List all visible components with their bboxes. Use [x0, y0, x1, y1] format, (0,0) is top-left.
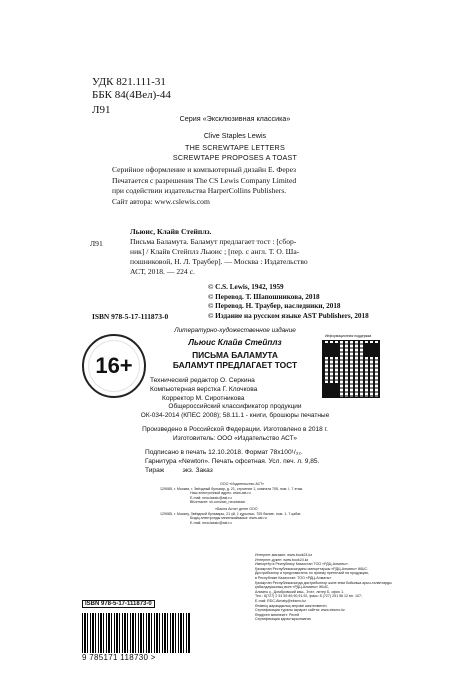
fineprint-line: E-mail: RDC-Almaty@eksmo.kz: [255, 598, 306, 603]
catalog-line: ник] / Клайв Стейплз Льюис ; [пер. с англ. Т. О. Ша-: [130, 247, 300, 256]
permission-line-1: Печатается с разрешения The CS Lewis Company Limited: [112, 176, 297, 185]
fineprint-line: Интернет-дүкен: www.book24.kz: [255, 557, 309, 562]
catalog-line: пошниковой, Н. Л. Траубер]. — Москва : Издательство: [130, 257, 308, 266]
isbn-main: ISBN 978-5-17-111873-0: [92, 312, 169, 321]
distributor-fineprint: [255, 553, 392, 622]
original-title-2: SCREWTAPE PROPOSES A TOAST: [172, 153, 298, 162]
fineprint-line: Сертификация туралы ақпарат сайтта: www.eksmo.kz: [255, 608, 345, 613]
age-rating: 16+: [95, 353, 133, 378]
fineprint-line: Өндірген мемлекет: Ресей: [255, 612, 300, 617]
classifier-line-2: ОК-034-2014 (КПЕС 2008); 58.11.1 - книги, брошюры печатные: [140, 411, 330, 419]
barcode-bars: [82, 613, 190, 653]
publisher-fineprint: [160, 482, 350, 525]
isbn-box-label: ISBN 978-5-17-111873-0: [82, 600, 155, 608]
udk-code: УДК 821.111-31: [92, 76, 166, 88]
catalog-line: АСТ, 2018. — 224 с.: [130, 267, 195, 276]
edition-type: Литературно-художественное издание: [174, 327, 296, 334]
fineprint-line: Дистрибьютор и представитель по приему претензий на продукцию,: [255, 571, 370, 576]
book-title-2: БАЛАМУТ ПРЕДЛАГАЕТ ТОСТ: [172, 360, 298, 370]
qr-code: [322, 340, 380, 398]
copyright-line: © Издание на русском языке AST Publishers, 2018: [208, 311, 369, 320]
run-line: Тираж экз. Заказ: [145, 467, 213, 474]
fineprint-line: Біздің электронды мекенжайымыз: www.ast.ru: [190, 516, 267, 521]
permission-line-2: при содействии издательства HarperCollins Publishers.: [112, 186, 287, 195]
classifier-line-1: Общероссийский классификатор продукции: [168, 403, 302, 410]
copyright-line: © Перевод. Н. Траубер, наследники, 2018: [208, 302, 341, 310]
fineprint-line: Өнімнің жарамдылық мерзімі шектелмеген.: [255, 603, 328, 608]
barcode-digits: 9 785171 118730 >: [82, 653, 156, 662]
fineprint-line: 129085, г. Москва, г. Звёздный бульвар, д. 21, строение 1, комната 705, пом. I, 7 этаж.: [160, 486, 304, 491]
fineprint-line: 129085, г. Мәскеу, Звёздный бульвары, 21 үй, 1 құрылыс, 705 бөлме, пом. 1, 7-қабат.: [160, 511, 302, 516]
production-block: [100, 425, 370, 443]
author-mark: Л91: [92, 104, 111, 116]
fineprint-line: E-mail: neoclassic@ast.ru: [190, 520, 232, 525]
proofreader: Корректор М. Сиротникова: [162, 395, 245, 402]
copyright-line: © Перевод. Т. Шапошникова, 2018: [208, 292, 320, 301]
fineprint-line: E-mail: neoclassic@ast.ru: [190, 495, 232, 500]
signed-line: Подписано в печать 12.10.2018. Формат 78х100¹/₃₂.: [145, 449, 303, 456]
isbn-barcode: [82, 592, 202, 662]
fineprint-line: в Республике Казахстан: ТОО «РДЦ-Алматы»: [255, 575, 332, 580]
catalog-entry: [130, 227, 372, 277]
bbk-code: ББК 84(4Вел)-44: [92, 89, 171, 101]
age-rating-badge: [82, 334, 146, 398]
original-titles: [130, 143, 340, 163]
fineprint-line: Импортёр в Республику Казахстан ТОО «РДЦ-Алматы».: [255, 562, 349, 567]
author-website: Сайт автора: www.cslewis.com: [112, 197, 210, 206]
series-label: Серия «Эксклюзивная классика»: [179, 114, 291, 123]
design-line: Серийное оформление и компьютерный дизайн Е. Ферез: [112, 165, 297, 174]
qr-label: Информационная поддержка: [325, 334, 372, 338]
staff-credits: [150, 376, 257, 403]
catalog-author: Льюис, Клайв Стейплз.: [130, 227, 212, 236]
design-credits: [112, 165, 296, 207]
original-author: Clive Staples Lewis: [203, 131, 267, 140]
tech-editor: Технический редактор О. Серкина: [150, 377, 255, 384]
fineprint-line: Алматы қ., Домбровский көш., 3«а», литер Б, офис 1.: [255, 589, 345, 594]
manufacturer-line: Изготовитель: ООО «Издательство АСТ»: [173, 435, 297, 442]
copyright-block: [208, 283, 369, 321]
udk-block: [92, 76, 171, 117]
fineprint-line: ООО «Издательство АСТ»: [220, 482, 265, 486]
fineprint-line: Қазақстан Республикасындағы импорттаушы «РДЦ-Алматы» ЖШС.: [255, 566, 369, 571]
book-title-1: ПИСЬМА БАЛАМУТА: [192, 350, 278, 360]
original-title-1: THE SCREWTAPE LETTERS: [185, 143, 285, 152]
print-specs: [145, 448, 319, 475]
fineprint-line: Қазақстан Республикасында дистрибьютор және өнім бойынша арыз-талаптарды: [255, 580, 392, 585]
catalog-line: Письма Баламута. Баламут предлагает тост : [сбор-: [130, 237, 297, 246]
fineprint-line: Тел.: 8(727) 2 51 59 89,90,91,92, факс: 8 (727) 251 58 12 вн. 107;: [255, 594, 362, 599]
fineprint-line: ВКонтакте: vk.com/ast_neoclassic: [190, 500, 246, 505]
fineprint-line: Сертификация қарастырылмаған: [255, 617, 311, 622]
fineprint-line: Наш электронный адрес: www.ast.ru: [190, 491, 251, 496]
fineprint-line: «Баспа Аста» деген ООО: [215, 506, 258, 511]
author-name-ru: Льюис Клайв Стейплз: [188, 338, 282, 347]
fineprint-line: Интернет-магазин: www.book24.kz: [255, 553, 313, 557]
copyright-line: © C.S. Lewis, 1942, 1959: [208, 283, 284, 291]
catalog-code: Л91: [90, 239, 103, 248]
book-titles-ru: [140, 350, 330, 370]
fineprint-line: қабылдаушының өкілі «РДЦ-Алматы» ЖШС,: [255, 585, 330, 590]
classifier-block: [110, 403, 360, 420]
layout-artist: Компьютерная верстка Г. Клочкова: [150, 386, 258, 393]
font-line: Гарнитура «Newton». Печать офсетная. Усл. печ. л. 9,85.: [145, 458, 320, 465]
produced-line: Произведено в Российской Федерации. Изготовлено в 2018 г.: [142, 426, 328, 433]
